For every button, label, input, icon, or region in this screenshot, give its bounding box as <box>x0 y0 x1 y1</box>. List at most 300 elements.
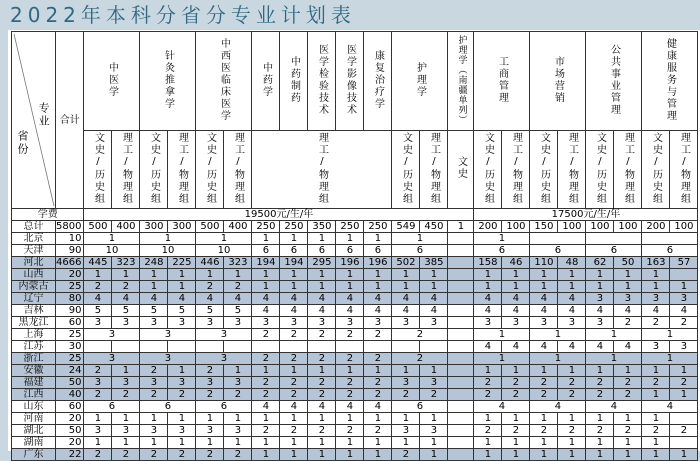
tuition-b: 17500元/生/年 <box>474 209 698 221</box>
table-cell: 1 <box>308 413 336 425</box>
table-cell: 1 <box>558 281 586 293</box>
table-cell: 1 <box>530 329 586 341</box>
table-cell: 1 <box>586 449 614 461</box>
table-cell: 1 <box>392 269 420 281</box>
table-cell: 4 <box>502 341 530 353</box>
table-cell: 1 <box>364 281 392 293</box>
table-cell: 2 <box>474 377 502 389</box>
table-cell: 385 <box>420 257 448 269</box>
table-cell: 2 <box>586 425 614 437</box>
table-cell: 445 <box>84 257 112 269</box>
table-cell <box>196 341 224 353</box>
table-cell: 4 <box>308 401 336 413</box>
table-row <box>12 389 698 401</box>
table-cell: 1 <box>530 449 558 461</box>
table-cell <box>448 233 474 245</box>
table-cell: 2 <box>280 389 308 401</box>
major-yingxiang: 医学影像技术 <box>336 32 364 131</box>
subject-ligong: 理工/物理组 <box>224 131 252 209</box>
total-cell: 5800 <box>56 221 84 233</box>
table-cell: 2 <box>614 425 642 437</box>
table-cell: 3 <box>168 425 196 437</box>
table-cell: 2 <box>530 389 558 401</box>
total-header: 合计 <box>56 32 84 209</box>
table-cell: 2 <box>502 389 530 401</box>
table-cell: 1 <box>336 437 364 449</box>
table-cell: 1 <box>196 437 224 449</box>
total-cell: 24 <box>56 365 84 377</box>
table-cell: 2 <box>336 353 364 365</box>
table-cell: 3 <box>140 353 196 365</box>
total-cell: 50 <box>56 377 84 389</box>
table-cell: 350 <box>308 221 336 233</box>
table-cell: 2 <box>252 377 280 389</box>
table-cell: 6 <box>252 245 280 257</box>
table-cell: 1 <box>502 365 530 377</box>
table-cell: 2 <box>224 389 252 401</box>
table-cell <box>670 413 698 425</box>
table-cell: 196 <box>364 257 392 269</box>
table-cell <box>448 329 474 341</box>
table-cell: 1 <box>502 281 530 293</box>
table-cell <box>84 341 112 353</box>
table-cell: 2 <box>474 425 502 437</box>
table-cell: 2 <box>586 377 614 389</box>
total-cell: 40 <box>56 389 84 401</box>
table-cell: 1 <box>280 437 308 449</box>
table-cell: 1 <box>252 365 280 377</box>
table-cell: 3 <box>196 353 252 365</box>
table-cell: 1 <box>474 365 502 377</box>
table-cell: 6 <box>84 401 140 413</box>
table-cell: 3 <box>530 317 558 329</box>
table-cell: 4 <box>642 401 698 413</box>
table-cell: 2 <box>336 425 364 437</box>
subject-ligong: 理工/物理组 <box>614 131 642 209</box>
table-cell: 6 <box>642 245 698 257</box>
table-cell: 1 <box>196 269 224 281</box>
table-row <box>12 293 698 305</box>
total-cell: 60 <box>56 317 84 329</box>
table-cell: 3 <box>586 293 614 305</box>
table-cell: 2 <box>364 353 392 365</box>
province-cell: 北京 <box>12 233 56 245</box>
table-cell: 4 <box>502 305 530 317</box>
table-cell: 1 <box>252 437 280 449</box>
table-cell: 5 <box>224 305 252 317</box>
major-huli: 护理学 <box>392 32 448 131</box>
table-cell: 1 <box>420 269 448 281</box>
table-cell: 225 <box>168 257 196 269</box>
table-cell: 1 <box>614 365 642 377</box>
table-cell: 1 <box>168 413 196 425</box>
table-cell: 3 <box>502 317 530 329</box>
table-cell: 3 <box>252 317 280 329</box>
table-cell: 1 <box>614 437 642 449</box>
table-cell: 2 <box>364 425 392 437</box>
major-jianyan: 医学检验技术 <box>308 32 336 131</box>
tuition-label: 学费 <box>12 209 84 221</box>
province-cell: 湖南 <box>12 437 56 449</box>
table-cell: 2 <box>280 329 308 341</box>
table-cell: 1 <box>642 437 670 449</box>
table-cell: 4 <box>474 401 530 413</box>
table-cell: 2 <box>364 377 392 389</box>
major-zhongyi: 中医学 <box>84 32 140 131</box>
table-cell: 4 <box>252 305 280 317</box>
table-cell: 3 <box>112 425 140 437</box>
table-cell: 200 <box>642 221 670 233</box>
table-cell: 1 <box>336 365 364 377</box>
major-zhongyao: 中药学 <box>252 32 280 131</box>
table-cell: 3 <box>420 425 448 437</box>
table-cell <box>448 401 474 413</box>
table-row <box>12 269 698 281</box>
table-cell: 2 <box>140 365 168 377</box>
major-gonggong: 公共事业管理 <box>586 32 642 131</box>
table-cell: 3 <box>224 377 252 389</box>
table-cell: 1 <box>364 437 392 449</box>
table-cell: 2 <box>308 329 336 341</box>
table-cell: 5 <box>84 305 112 317</box>
table-cell: 5 <box>196 305 224 317</box>
tuition-row <box>12 209 698 221</box>
province-cell: 辽宁 <box>12 293 56 305</box>
table-cell: 2 <box>364 389 392 401</box>
table-cell: 4 <box>558 305 586 317</box>
table-cell: 2 <box>392 389 420 401</box>
table-cell: 4 <box>392 293 420 305</box>
table-row <box>12 281 698 293</box>
table-cell: 1 <box>224 365 252 377</box>
table-cell: 2 <box>280 377 308 389</box>
table-cell: 2 <box>614 389 642 401</box>
table-cell: 1 <box>364 413 392 425</box>
table-cell: 1 <box>530 365 558 377</box>
subject-wenshi: 文史/历史组 <box>196 131 224 209</box>
table-cell: 3 <box>670 341 698 353</box>
table-cell: 1 <box>168 281 196 293</box>
table-cell: 4 <box>336 305 364 317</box>
province-cell: 福建 <box>12 377 56 389</box>
table-cell: 2 <box>140 389 168 401</box>
table-cell: 2 <box>558 425 586 437</box>
table-cell: 1 <box>308 437 336 449</box>
table-cell: 2 <box>168 389 196 401</box>
table-cell: 2 <box>670 317 698 329</box>
table-cell: 4 <box>530 401 586 413</box>
table-cell: 4 <box>364 401 392 413</box>
table-cell: 1 <box>642 281 670 293</box>
table-cell: 1 <box>502 437 530 449</box>
table-cell: 1 <box>642 329 698 341</box>
table-cell <box>252 341 280 353</box>
table-cell <box>448 281 474 293</box>
table-cell: 2 <box>280 353 308 365</box>
table-cell: 1 <box>502 269 530 281</box>
table-cell: 46 <box>502 257 530 269</box>
subject-wenshi: 文史/历史组 <box>642 131 670 209</box>
table-cell: 5 <box>112 305 140 317</box>
table-cell: 1 <box>558 365 586 377</box>
table-cell: 2 <box>308 425 336 437</box>
table-cell: 10 <box>84 245 140 257</box>
table-cell: 6 <box>364 245 392 257</box>
table-cell: 6 <box>586 245 642 257</box>
table-cell: 1 <box>112 269 140 281</box>
table-cell: 2 <box>112 389 140 401</box>
table-cell: 1 <box>280 365 308 377</box>
table-cell: 1 <box>196 413 224 425</box>
table-cell: 1 <box>392 413 420 425</box>
table-cell: 1 <box>336 269 364 281</box>
table-cell: 3 <box>196 317 224 329</box>
table-cell: 1 <box>420 437 448 449</box>
table-cell <box>530 233 586 245</box>
table-row <box>12 353 698 365</box>
table-cell: 1 <box>530 281 558 293</box>
table-cell: 4 <box>280 401 308 413</box>
table-cell: 1 <box>642 413 670 425</box>
province-cell: 湖北 <box>12 425 56 437</box>
table-cell: 1 <box>642 365 670 377</box>
table-cell: 446 <box>196 257 224 269</box>
table-cell: 1 <box>474 329 530 341</box>
table-cell: 1 <box>392 281 420 293</box>
table-cell: 2 <box>280 425 308 437</box>
table-cell: 500 <box>84 221 112 233</box>
table-cell: 1 <box>586 281 614 293</box>
table-cell: 2 <box>252 425 280 437</box>
table-cell: 2 <box>84 389 112 401</box>
table-cell: 1 <box>670 365 698 377</box>
table-cell: 2 <box>252 389 280 401</box>
table-cell: 163 <box>642 257 670 269</box>
table-cell: 4 <box>336 293 364 305</box>
table-cell: 100 <box>670 221 698 233</box>
total-cell: 10 <box>56 233 84 245</box>
table-cell <box>448 413 474 425</box>
table-cell <box>670 269 698 281</box>
table-cell: 1 <box>586 437 614 449</box>
table-cell: 300 <box>168 221 196 233</box>
province-cell: 山东 <box>12 401 56 413</box>
table-cell: 4 <box>308 293 336 305</box>
table-cell: 1 <box>474 353 530 365</box>
table-cell <box>420 341 448 353</box>
table-cell <box>168 341 196 353</box>
table-cell: 2 <box>336 377 364 389</box>
table-row <box>12 329 698 341</box>
table-cell: 1 <box>140 281 168 293</box>
table-cell: 1 <box>252 233 280 245</box>
table-cell: 2 <box>168 449 196 461</box>
table-cell: 1 <box>112 413 140 425</box>
table-cell <box>448 389 474 401</box>
table-cell: 323 <box>224 257 252 269</box>
total-cell: 4666 <box>56 257 84 269</box>
table-cell: 1 <box>502 413 530 425</box>
table-cell: 4 <box>392 305 420 317</box>
table-cell: 4 <box>614 341 642 353</box>
table-cell: 323 <box>112 257 140 269</box>
table-cell <box>642 233 698 245</box>
table-cell: 3 <box>224 425 252 437</box>
table-cell: 3 <box>280 317 308 329</box>
table-cell: 1 <box>196 233 252 245</box>
table-cell: 1 <box>392 437 420 449</box>
table-cell: 2 <box>420 389 448 401</box>
table-cell: 502 <box>392 257 420 269</box>
table-cell: 4 <box>558 293 586 305</box>
table-cell: 2 <box>196 365 224 377</box>
table-cell: 1 <box>420 413 448 425</box>
table-cell: 2 <box>670 377 698 389</box>
subject-wenshi: 文史/历史组 <box>530 131 558 209</box>
table-cell: 1 <box>614 413 642 425</box>
table-cell: 1 <box>112 365 140 377</box>
table-cell: 4 <box>474 293 502 305</box>
table-cell: 1 <box>642 389 670 401</box>
table-cell: 2 <box>530 377 558 389</box>
table-cell: 1 <box>308 365 336 377</box>
table-cell <box>448 257 474 269</box>
total-cell: 25 <box>56 353 84 365</box>
province-cell: 黑龙江 <box>12 317 56 329</box>
table-cell: 2 <box>84 281 112 293</box>
total-cell: 50 <box>56 425 84 437</box>
table-cell <box>448 293 474 305</box>
table-cell: 248 <box>140 257 168 269</box>
table-cell: 3 <box>140 425 168 437</box>
table-cell: 1 <box>474 269 502 281</box>
table-cell: 2 <box>112 449 140 461</box>
subject-wenshi: 文史/历史组 <box>474 131 502 209</box>
table-cell: 2 <box>84 365 112 377</box>
table-cell: 3 <box>84 425 112 437</box>
table-cell: 2 <box>642 377 670 389</box>
table-cell: 1 <box>558 269 586 281</box>
table-cell: 3 <box>84 353 140 365</box>
table-cell: 6 <box>308 245 336 257</box>
table-cell <box>336 341 364 353</box>
table-cell <box>140 341 168 353</box>
table-cell: 1 <box>336 233 364 245</box>
table-cell <box>670 437 698 449</box>
table-cell: 1 <box>224 269 252 281</box>
table-cell <box>448 317 474 329</box>
table-cell: 4 <box>670 305 698 317</box>
table-cell: 3 <box>196 377 224 389</box>
table-cell: 3 <box>420 317 448 329</box>
table-cell: 4 <box>530 305 558 317</box>
table-cell: 1 <box>364 449 392 461</box>
table-cell: 1 <box>140 269 168 281</box>
table-cell: 1 <box>84 233 140 245</box>
table-row <box>12 437 698 449</box>
table-cell: 4 <box>364 305 392 317</box>
table-cell: 250 <box>336 221 364 233</box>
table-cell: 1 <box>474 413 502 425</box>
table-cell: 2 <box>196 389 224 401</box>
table-cell: 3 <box>224 317 252 329</box>
table-cell: 1 <box>140 413 168 425</box>
table-cell: 100 <box>614 221 642 233</box>
table-cell: 1 <box>558 413 586 425</box>
total-cell: 22 <box>56 449 84 461</box>
table-cell: 2 <box>196 449 224 461</box>
table-cell: 1 <box>280 233 308 245</box>
table-cell: 2 <box>392 449 420 461</box>
major-zhongyaozhiyao: 中药制药 <box>280 32 308 131</box>
table-cell: 5 <box>168 305 196 317</box>
table-cell: 1 <box>280 449 308 461</box>
table-cell: 4 <box>168 293 196 305</box>
table-cell: 2 <box>642 425 670 437</box>
major-huli-nanjiang: 护理学（南疆单列） <box>448 32 474 131</box>
table-cell: 295 <box>308 257 336 269</box>
table-cell: 1 <box>586 353 642 365</box>
province-cell: 河北 <box>12 257 56 269</box>
corner-province-label: 省份 <box>16 130 29 156</box>
total-cell: 60 <box>56 401 84 413</box>
table-cell: 4 <box>280 293 308 305</box>
table-cell: 450 <box>420 221 448 233</box>
table-cell: 4 <box>474 341 502 353</box>
table-cell: 1 <box>280 281 308 293</box>
table-cell <box>448 437 474 449</box>
table-cell: 1 <box>474 437 502 449</box>
table-cell: 1 <box>586 269 614 281</box>
table-cell <box>280 341 308 353</box>
table-cell: 1 <box>84 269 112 281</box>
table-cell: 1 <box>168 269 196 281</box>
table-cell: 57 <box>670 257 698 269</box>
province-cell: 内蒙古 <box>12 281 56 293</box>
table-cell: 4 <box>252 293 280 305</box>
table-cell: 1 <box>224 437 252 449</box>
table-cell: 1 <box>140 437 168 449</box>
table-row <box>12 317 698 329</box>
table-cell <box>448 425 474 437</box>
table-row <box>12 425 698 437</box>
table-row <box>12 233 698 245</box>
table-cell: 4 <box>502 293 530 305</box>
table-cell: 3 <box>168 377 196 389</box>
table-cell: 1 <box>586 365 614 377</box>
table-cell: 62 <box>586 257 614 269</box>
table-cell <box>448 353 474 365</box>
table-cell: 110 <box>530 257 558 269</box>
province-cell: 天津 <box>12 245 56 257</box>
table-cell: 2 <box>336 329 364 341</box>
major-kangfu: 康复治疗学 <box>364 32 392 131</box>
table-cell: 3 <box>196 329 252 341</box>
table-cell: 4 <box>280 305 308 317</box>
table-cell: 200 <box>474 221 502 233</box>
table-cell: 3 <box>196 425 224 437</box>
total-cell: 80 <box>56 293 84 305</box>
major-zhenjiu: 针灸推拿学 <box>140 32 196 131</box>
province-cell: 安徽 <box>12 365 56 377</box>
plan-table-sheet <box>8 30 700 460</box>
table-cell: 3 <box>112 377 140 389</box>
table-cell: 6 <box>140 401 196 413</box>
table-cell: 2 <box>558 377 586 389</box>
table-cell: 1 <box>642 449 670 461</box>
table-row <box>12 245 698 257</box>
corner-major-label: 专业 <box>37 102 50 128</box>
